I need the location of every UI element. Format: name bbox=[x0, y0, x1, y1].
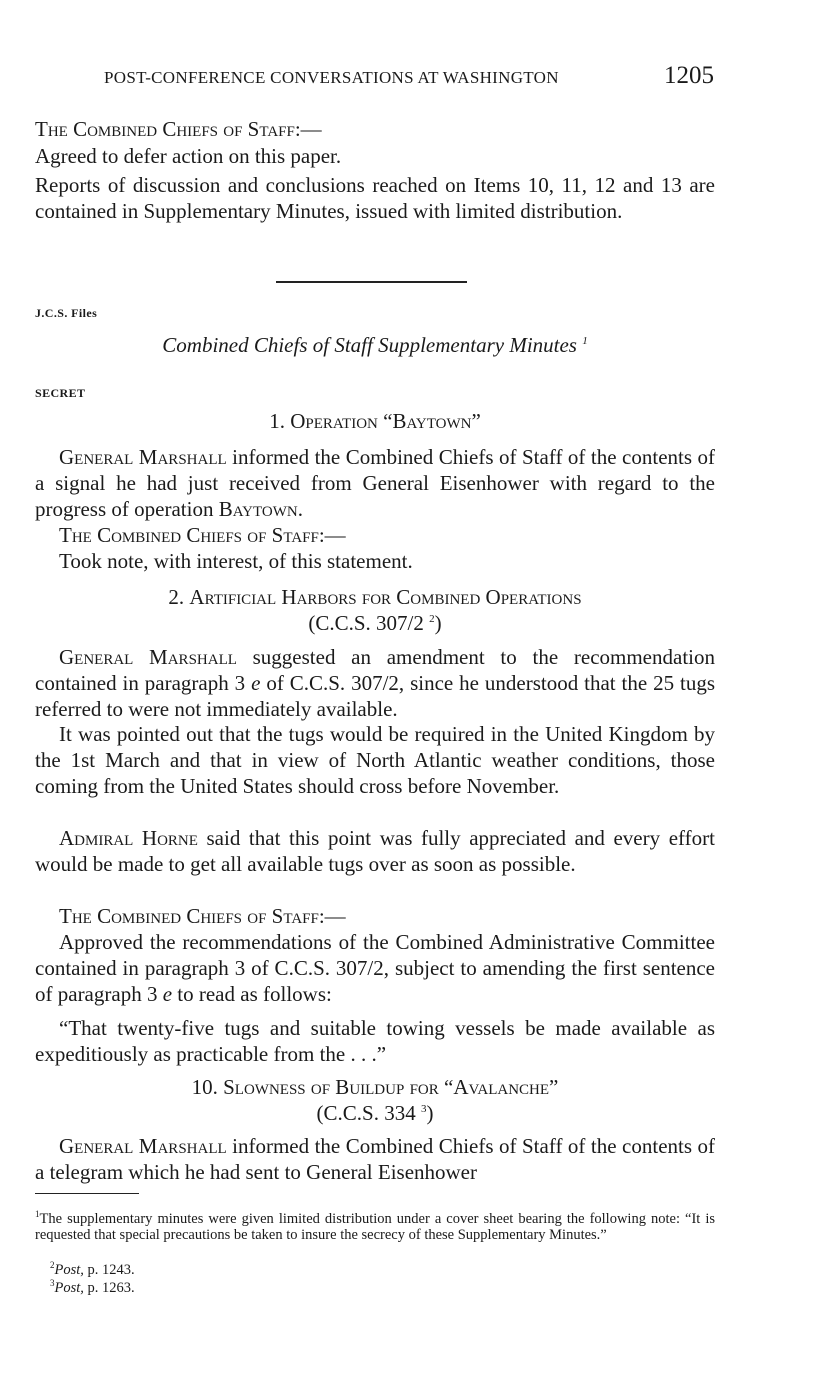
document-title: Combined Chiefs of Staff Supplementary Minutes $^1$ bbox=[162, 333, 588, 357]
paragraph-defer: Agreed to defer action on this paper. bbox=[35, 144, 342, 168]
item-10-reference: (C.C.S. 334 $^3$) bbox=[316, 1101, 434, 1125]
item-2-paragraph-4: Approved the recommendations of the Combined Administrative Committee contained in paragraph 3 of C.C.S. 307/2, subject to amending the first sentence of paragraph 3 e to read as follows: bbox=[35, 930, 715, 1006]
item-2-ccs-line: The Combined Chiefs of Staff:— bbox=[59, 904, 346, 928]
footnote-divider bbox=[35, 1193, 139, 1194]
classification-label: SECRET bbox=[35, 386, 86, 400]
running-title: POST-CONFERENCE CONVERSATIONS AT WASHINGTON bbox=[104, 68, 559, 87]
speaker-name: The Combined Chiefs of Staff bbox=[35, 117, 295, 141]
ccs-speaker-line: The Combined Chiefs of Staff:— bbox=[35, 117, 322, 141]
section-divider bbox=[276, 281, 467, 283]
running-header bbox=[100, 62, 714, 92]
item-2-paragraph-1: General Marshall suggested an amendment to the recommendation contained in paragraph 3 e of C.C.S. 307/2, since he understood that the 25 tugs referred to were not immediately available. bbox=[35, 645, 715, 721]
item-10-paragraph: General Marshall informed the Combined Chiefs of Staff of the contents of a telegram which he had sent to General Eisenhower bbox=[35, 1134, 716, 1184]
paragraph-reports: Reports of discussion and conclusions reached on Items 10, 11, 12 and 13 are contained in Supplementary Minutes, issued with limited distribution. bbox=[35, 173, 715, 223]
page-number: 1205 bbox=[664, 62, 714, 89]
item-2-reference: (C.C.S. 307/2 $^2$) bbox=[308, 611, 442, 635]
item-1-paragraph: General Marshall informed the Combined Chiefs of Staff of the contents of a signal he had just received from General Eisenhower with regard to the progress of operation Baytown. bbox=[35, 445, 716, 521]
footnote-2: $^2$Post, p. 1243. bbox=[50, 1260, 135, 1278]
item-2-paragraph-3: Admiral Horne said that this point was fully appreciated and every effort would be made to get all available tugs over as soon as possible. bbox=[35, 826, 715, 876]
footnote-1: $^1$The supplementary minutes were given limited distribution under a cover sheet bearing the following note: “It is requested that special precautions be taken to insure the secrecy of these Supplementary Minutes.” bbox=[35, 1209, 715, 1243]
item-10-heading: 10. Slowness of Buildup for “Avalanche” bbox=[191, 1075, 559, 1099]
footnote-3: $^3$Post, p. 1263. bbox=[50, 1278, 135, 1296]
item-2-quote: “That twenty-five tugs and suitable towing vessels be made available as expeditiously as practicable from the . . .” bbox=[35, 1016, 715, 1066]
item-1-heading: 1. Operation “Baytown” bbox=[269, 409, 481, 433]
item-1-ccs-line: The Combined Chiefs of Staff:— bbox=[59, 523, 346, 547]
item-2-heading: 2. Artificial Harbors for Combined Operations bbox=[168, 585, 582, 609]
item-1-decision: Took note, with interest, of this statement. bbox=[59, 549, 413, 573]
item-2-paragraph-2: It was pointed out that the tugs would be required in the United Kingdom by the 1st March and that in view of North Atlantic weather conditions, those coming from the United States should cross before November. bbox=[35, 722, 715, 798]
files-label: J.C.S. Files bbox=[35, 306, 98, 320]
